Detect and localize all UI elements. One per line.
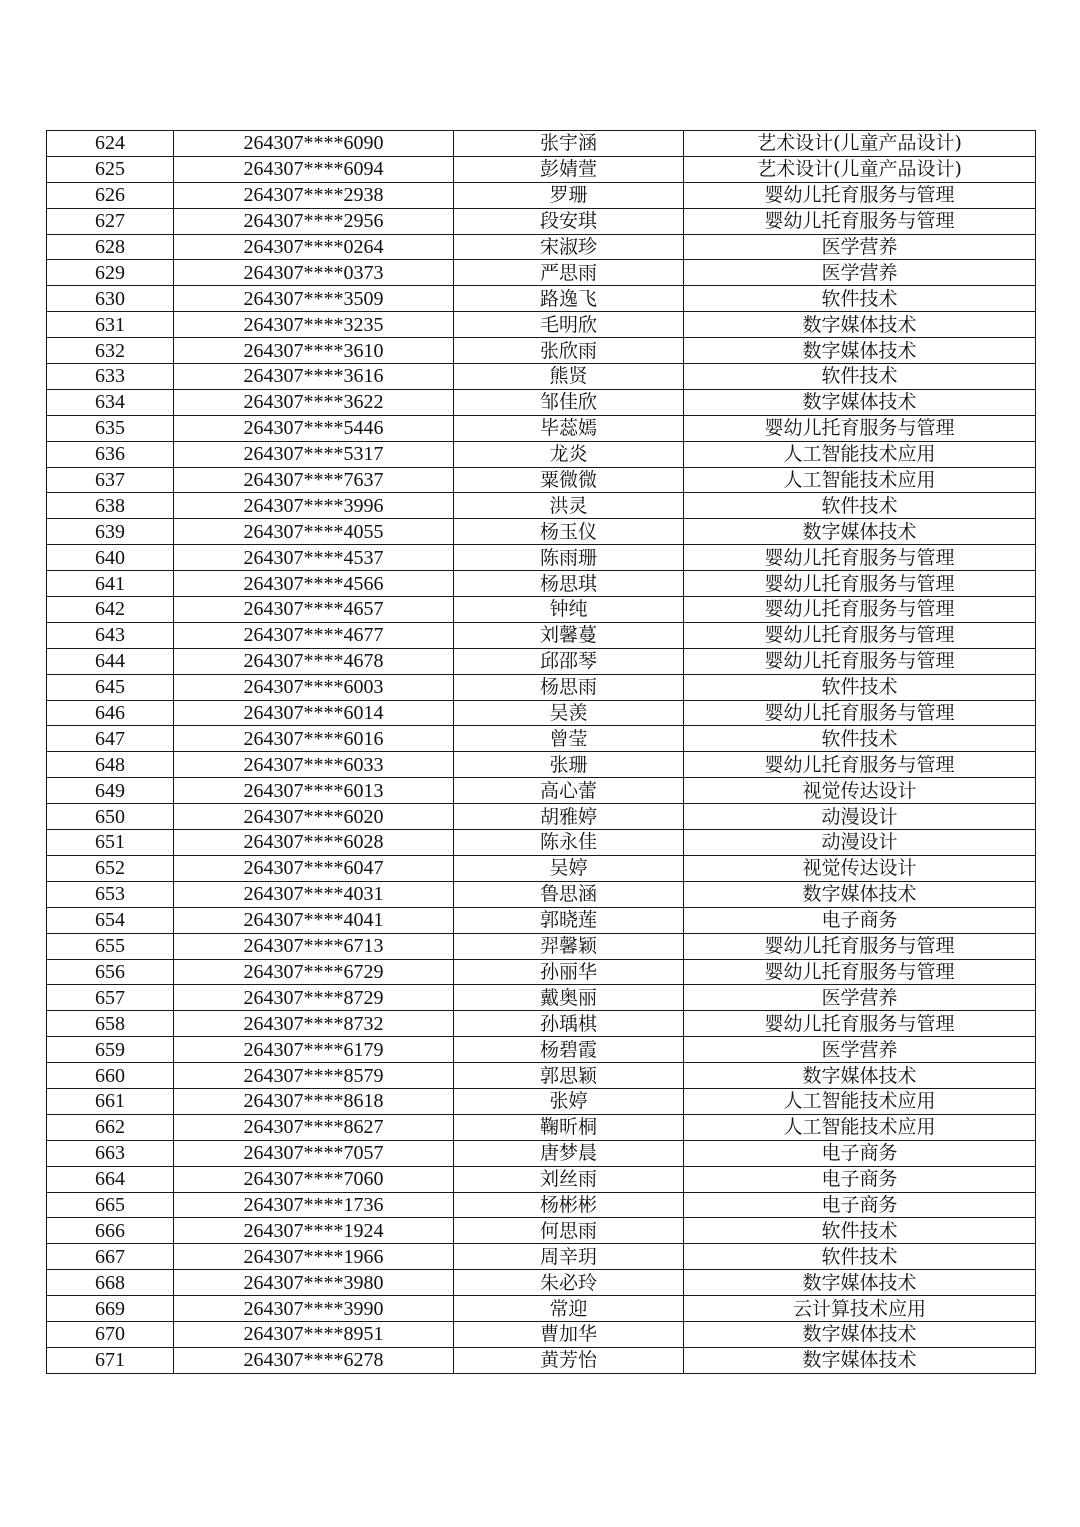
exam-id-cell: 264307****6033 (174, 752, 454, 778)
exam-id-cell: 264307****3996 (174, 493, 454, 519)
table-row (47, 597, 1036, 623)
exam-id-cell: 264307****3235 (174, 312, 454, 338)
row-number-cell: 656 (47, 959, 174, 985)
table-row (47, 234, 1036, 260)
exam-id-cell: 264307****6028 (174, 830, 454, 856)
table-row (47, 1011, 1036, 1037)
exam-id-cell: 264307****7637 (174, 467, 454, 493)
major-cell: 婴幼儿托育服务与管理 (684, 648, 1036, 674)
row-number-cell: 651 (47, 830, 174, 856)
major-cell: 婴幼儿托育服务与管理 (684, 545, 1036, 571)
row-number-cell: 650 (47, 804, 174, 830)
major-cell: 数字媒体技术 (684, 1063, 1036, 1089)
row-number-cell: 627 (47, 208, 174, 234)
row-number-cell: 666 (47, 1218, 174, 1244)
major-cell: 婴幼儿托育服务与管理 (684, 959, 1036, 985)
student-name-cell: 邱邵琴 (454, 648, 684, 674)
major-cell: 软件技术 (684, 726, 1036, 752)
row-number-cell: 664 (47, 1166, 174, 1192)
table-row (47, 156, 1036, 182)
exam-id-cell: 264307****6713 (174, 933, 454, 959)
exam-id-cell: 264307****0264 (174, 234, 454, 260)
table-row (47, 1321, 1036, 1347)
exam-id-cell: 264307****6047 (174, 855, 454, 881)
table-row (47, 182, 1036, 208)
exam-id-cell: 264307****1736 (174, 1192, 454, 1218)
major-cell: 数字媒体技术 (684, 1270, 1036, 1296)
row-number-cell: 639 (47, 519, 174, 545)
table-row (47, 726, 1036, 752)
exam-id-cell: 264307****8618 (174, 1088, 454, 1114)
student-name-cell: 龙炎 (454, 441, 684, 467)
table-row (47, 881, 1036, 907)
student-name-cell: 杨思雨 (454, 674, 684, 700)
student-name-cell: 周辛玥 (454, 1244, 684, 1270)
table-row (47, 778, 1036, 804)
exam-id-cell: 264307****3622 (174, 389, 454, 415)
major-cell: 数字媒体技术 (684, 1321, 1036, 1347)
exam-id-cell: 264307****6278 (174, 1347, 454, 1373)
exam-id-cell: 264307****6020 (174, 804, 454, 830)
major-cell: 数字媒体技术 (684, 338, 1036, 364)
student-name-cell: 张珊 (454, 752, 684, 778)
student-name-cell: 刘馨蔓 (454, 622, 684, 648)
student-name-cell: 毛明欣 (454, 312, 684, 338)
table-row (47, 1037, 1036, 1063)
table-row (47, 674, 1036, 700)
major-cell: 婴幼儿托育服务与管理 (684, 622, 1036, 648)
exam-id-cell: 264307****6729 (174, 959, 454, 985)
student-name-cell: 彭婧萱 (454, 156, 684, 182)
major-cell: 婴幼儿托育服务与管理 (684, 597, 1036, 623)
student-name-cell: 张婷 (454, 1088, 684, 1114)
table-row (47, 1347, 1036, 1373)
exam-id-cell: 264307****3980 (174, 1270, 454, 1296)
row-number-cell: 630 (47, 286, 174, 312)
table-row (47, 959, 1036, 985)
row-number-cell: 654 (47, 907, 174, 933)
row-number-cell: 653 (47, 881, 174, 907)
exam-id-cell: 264307****2956 (174, 208, 454, 234)
exam-id-cell: 264307****8579 (174, 1063, 454, 1089)
student-name-cell: 朱必玲 (454, 1270, 684, 1296)
exam-id-cell: 264307****7060 (174, 1166, 454, 1192)
major-cell: 人工智能技术应用 (684, 1088, 1036, 1114)
table-row (47, 1114, 1036, 1140)
exam-id-cell: 264307****6090 (174, 131, 454, 157)
major-cell: 电子商务 (684, 1192, 1036, 1218)
major-cell: 软件技术 (684, 364, 1036, 390)
row-number-cell: 660 (47, 1063, 174, 1089)
student-name-cell: 何思雨 (454, 1218, 684, 1244)
student-name-cell: 路逸飞 (454, 286, 684, 312)
major-cell: 软件技术 (684, 286, 1036, 312)
exam-id-cell: 264307****7057 (174, 1140, 454, 1166)
major-cell: 婴幼儿托育服务与管理 (684, 208, 1036, 234)
row-number-cell: 635 (47, 415, 174, 441)
exam-id-cell: 264307****8627 (174, 1114, 454, 1140)
student-name-cell: 吴羡 (454, 700, 684, 726)
major-cell: 婴幼儿托育服务与管理 (684, 700, 1036, 726)
student-name-cell: 羿馨颖 (454, 933, 684, 959)
row-number-cell: 637 (47, 467, 174, 493)
student-name-cell: 鞠昕桐 (454, 1114, 684, 1140)
student-name-cell: 黄芳怡 (454, 1347, 684, 1373)
row-number-cell: 657 (47, 985, 174, 1011)
row-number-cell: 625 (47, 156, 174, 182)
row-number-cell: 631 (47, 312, 174, 338)
table-body (47, 131, 1036, 1374)
student-name-cell: 胡雅婷 (454, 804, 684, 830)
major-cell: 数字媒体技术 (684, 881, 1036, 907)
student-name-cell: 曾莹 (454, 726, 684, 752)
exam-id-cell: 264307****5317 (174, 441, 454, 467)
major-cell: 艺术设计(儿童产品设计) (684, 156, 1036, 182)
exam-id-cell: 264307****8729 (174, 985, 454, 1011)
student-name-cell: 洪灵 (454, 493, 684, 519)
table-row (47, 1088, 1036, 1114)
table-row (47, 1192, 1036, 1218)
student-name-cell: 杨思琪 (454, 571, 684, 597)
table-row (47, 855, 1036, 881)
table-row (47, 312, 1036, 338)
row-number-cell: 638 (47, 493, 174, 519)
row-number-cell: 645 (47, 674, 174, 700)
student-name-cell: 陈永佳 (454, 830, 684, 856)
student-name-cell: 陈雨珊 (454, 545, 684, 571)
exam-id-cell: 264307****3610 (174, 338, 454, 364)
student-name-cell: 高心蕾 (454, 778, 684, 804)
table-row (47, 1166, 1036, 1192)
major-cell: 人工智能技术应用 (684, 467, 1036, 493)
table-row (47, 364, 1036, 390)
row-number-cell: 643 (47, 622, 174, 648)
student-name-cell: 粟微微 (454, 467, 684, 493)
table-row (47, 648, 1036, 674)
student-name-cell: 罗珊 (454, 182, 684, 208)
student-name-cell: 常迎 (454, 1296, 684, 1322)
row-number-cell: 655 (47, 933, 174, 959)
exam-id-cell: 264307****6016 (174, 726, 454, 752)
table-row (47, 286, 1036, 312)
major-cell: 软件技术 (684, 493, 1036, 519)
student-name-cell: 段安琪 (454, 208, 684, 234)
major-cell: 医学营养 (684, 1037, 1036, 1063)
major-cell: 婴幼儿托育服务与管理 (684, 571, 1036, 597)
table-row (47, 545, 1036, 571)
major-cell: 电子商务 (684, 1166, 1036, 1192)
row-number-cell: 658 (47, 1011, 174, 1037)
exam-id-cell: 264307****4657 (174, 597, 454, 623)
table-row (47, 131, 1036, 157)
exam-id-cell: 264307****5446 (174, 415, 454, 441)
table-row (47, 985, 1036, 1011)
row-number-cell: 661 (47, 1088, 174, 1114)
student-name-cell: 邹佳欣 (454, 389, 684, 415)
student-name-cell: 杨玉仪 (454, 519, 684, 545)
row-number-cell: 641 (47, 571, 174, 597)
exam-id-cell: 264307****8732 (174, 1011, 454, 1037)
row-number-cell: 633 (47, 364, 174, 390)
table-row (47, 804, 1036, 830)
row-number-cell: 624 (47, 131, 174, 157)
student-list-table (46, 130, 1036, 1374)
major-cell: 医学营养 (684, 985, 1036, 1011)
row-number-cell: 667 (47, 1244, 174, 1270)
major-cell: 动漫设计 (684, 804, 1036, 830)
row-number-cell: 626 (47, 182, 174, 208)
row-number-cell: 662 (47, 1114, 174, 1140)
table-row (47, 441, 1036, 467)
table-row (47, 338, 1036, 364)
major-cell: 数字媒体技术 (684, 389, 1036, 415)
table-row (47, 571, 1036, 597)
student-name-cell: 杨彬彬 (454, 1192, 684, 1218)
exam-id-cell: 264307****3990 (174, 1296, 454, 1322)
student-name-cell: 宋淑珍 (454, 234, 684, 260)
row-number-cell: 642 (47, 597, 174, 623)
major-cell: 云计算技术应用 (684, 1296, 1036, 1322)
table-row (47, 260, 1036, 286)
table-row (47, 493, 1036, 519)
table-row (47, 467, 1036, 493)
major-cell: 人工智能技术应用 (684, 441, 1036, 467)
row-number-cell: 634 (47, 389, 174, 415)
exam-id-cell: 264307****1966 (174, 1244, 454, 1270)
student-name-cell: 杨碧霞 (454, 1037, 684, 1063)
exam-id-cell: 264307****4031 (174, 881, 454, 907)
major-cell: 软件技术 (684, 1244, 1036, 1270)
major-cell: 婴幼儿托育服务与管理 (684, 752, 1036, 778)
student-name-cell: 熊贤 (454, 364, 684, 390)
exam-id-cell: 264307****4055 (174, 519, 454, 545)
major-cell: 婴幼儿托育服务与管理 (684, 415, 1036, 441)
row-number-cell: 632 (47, 338, 174, 364)
row-number-cell: 646 (47, 700, 174, 726)
exam-id-cell: 264307****6094 (174, 156, 454, 182)
major-cell: 电子商务 (684, 1140, 1036, 1166)
table-row (47, 1063, 1036, 1089)
major-cell: 视觉传达设计 (684, 855, 1036, 881)
exam-id-cell: 264307****3509 (174, 286, 454, 312)
row-number-cell: 663 (47, 1140, 174, 1166)
major-cell: 数字媒体技术 (684, 519, 1036, 545)
student-name-cell: 吴婷 (454, 855, 684, 881)
table-row (47, 389, 1036, 415)
major-cell: 婴幼儿托育服务与管理 (684, 1011, 1036, 1037)
table-row (47, 830, 1036, 856)
exam-id-cell: 264307****1924 (174, 1218, 454, 1244)
exam-id-cell: 264307****3616 (174, 364, 454, 390)
student-name-cell: 郭晓莲 (454, 907, 684, 933)
student-name-cell: 严思雨 (454, 260, 684, 286)
exam-id-cell: 264307****4677 (174, 622, 454, 648)
row-number-cell: 648 (47, 752, 174, 778)
student-name-cell: 钟纯 (454, 597, 684, 623)
table-row (47, 933, 1036, 959)
table-row (47, 1244, 1036, 1270)
table-row (47, 415, 1036, 441)
exam-id-cell: 264307****4566 (174, 571, 454, 597)
row-number-cell: 628 (47, 234, 174, 260)
student-name-cell: 孙丽华 (454, 959, 684, 985)
major-cell: 婴幼儿托育服务与管理 (684, 933, 1036, 959)
major-cell: 婴幼儿托育服务与管理 (684, 182, 1036, 208)
row-number-cell: 636 (47, 441, 174, 467)
major-cell: 视觉传达设计 (684, 778, 1036, 804)
major-cell: 医学营养 (684, 260, 1036, 286)
student-name-cell: 戴奥丽 (454, 985, 684, 1011)
row-number-cell: 649 (47, 778, 174, 804)
row-number-cell: 671 (47, 1347, 174, 1373)
student-name-cell: 张宇涵 (454, 131, 684, 157)
row-number-cell: 640 (47, 545, 174, 571)
row-number-cell: 652 (47, 855, 174, 881)
student-name-cell: 张欣雨 (454, 338, 684, 364)
table-row (47, 622, 1036, 648)
table-row (47, 907, 1036, 933)
row-number-cell: 669 (47, 1296, 174, 1322)
table-row (47, 1140, 1036, 1166)
major-cell: 人工智能技术应用 (684, 1114, 1036, 1140)
major-cell: 艺术设计(儿童产品设计) (684, 131, 1036, 157)
exam-id-cell: 264307****6013 (174, 778, 454, 804)
exam-id-cell: 264307****4041 (174, 907, 454, 933)
row-number-cell: 629 (47, 260, 174, 286)
major-cell: 数字媒体技术 (684, 1347, 1036, 1373)
exam-id-cell: 264307****0373 (174, 260, 454, 286)
exam-id-cell: 264307****4537 (174, 545, 454, 571)
student-name-cell: 毕蕊嫣 (454, 415, 684, 441)
exam-id-cell: 264307****6003 (174, 674, 454, 700)
table-row (47, 1270, 1036, 1296)
major-cell: 医学营养 (684, 234, 1036, 260)
student-name-cell: 刘丝雨 (454, 1166, 684, 1192)
table-row (47, 1296, 1036, 1322)
exam-id-cell: 264307****6179 (174, 1037, 454, 1063)
row-number-cell: 644 (47, 648, 174, 674)
row-number-cell: 647 (47, 726, 174, 752)
table-row (47, 1218, 1036, 1244)
major-cell: 软件技术 (684, 674, 1036, 700)
table-row (47, 208, 1036, 234)
row-number-cell: 659 (47, 1037, 174, 1063)
table-row (47, 519, 1036, 545)
major-cell: 动漫设计 (684, 830, 1036, 856)
student-name-cell: 曹加华 (454, 1321, 684, 1347)
student-name-cell: 孙瑀棋 (454, 1011, 684, 1037)
student-name-cell: 鲁思涵 (454, 881, 684, 907)
exam-id-cell: 264307****8951 (174, 1321, 454, 1347)
row-number-cell: 668 (47, 1270, 174, 1296)
major-cell: 电子商务 (684, 907, 1036, 933)
row-number-cell: 670 (47, 1321, 174, 1347)
exam-id-cell: 264307****2938 (174, 182, 454, 208)
table-row (47, 700, 1036, 726)
student-name-cell: 唐梦晨 (454, 1140, 684, 1166)
major-cell: 数字媒体技术 (684, 312, 1036, 338)
exam-id-cell: 264307****6014 (174, 700, 454, 726)
row-number-cell: 665 (47, 1192, 174, 1218)
major-cell: 软件技术 (684, 1218, 1036, 1244)
exam-id-cell: 264307****4678 (174, 648, 454, 674)
table-row (47, 752, 1036, 778)
student-name-cell: 郭思颖 (454, 1063, 684, 1089)
